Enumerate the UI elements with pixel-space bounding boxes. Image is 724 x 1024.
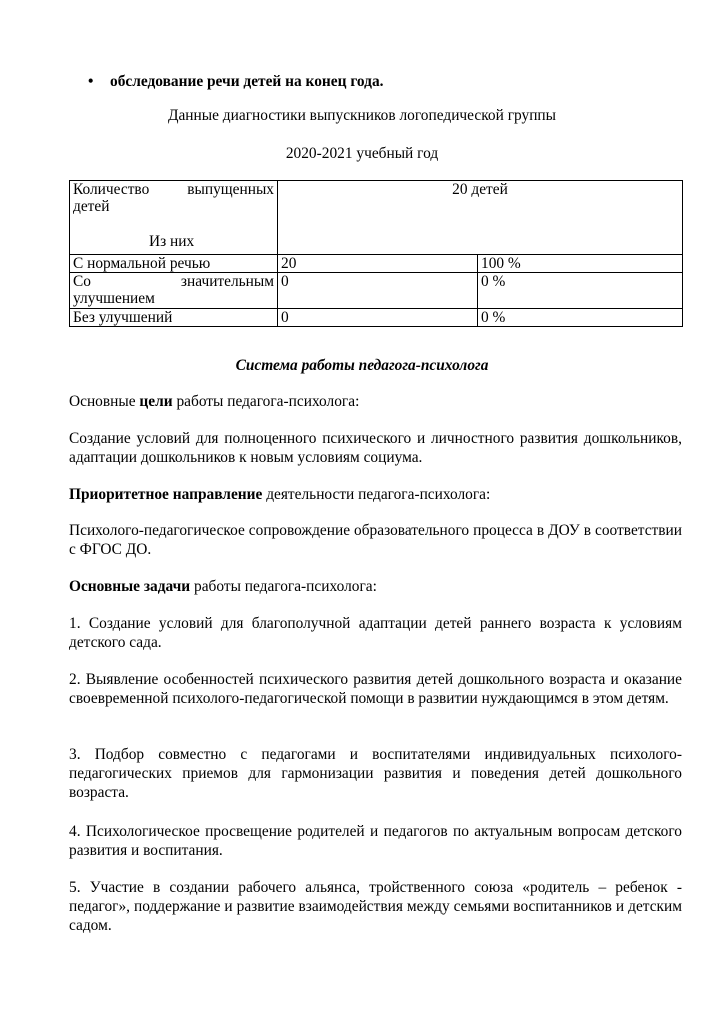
task-item-1: 1. Создание условий для благополучной адаптации детей раннего возраста к условиям детского сада. [69,615,682,651]
priority-bold: Приоритетное направление [69,486,263,503]
table-cell-label: Без улучшений [70,309,278,327]
table-header-value: 20 детей [278,181,683,255]
priority-heading [69,486,682,504]
table-header-label [70,181,278,255]
caption-line-1: Данные диагностики выпускников логопедической группы [167,107,557,124]
row-label-line-2: улучшением [73,290,155,307]
table-cell-label [70,273,278,309]
goals-heading [69,393,682,411]
table-row [70,273,683,309]
table-cell-percent: 100 % [478,255,683,273]
header-label-line-2: детей [73,198,110,215]
tasks-suffix: работы педагога-психолога: [190,578,377,595]
bullet-text: обследование речи детей на конец года. [110,73,384,90]
goals-bold: цели [139,393,173,410]
table-row [70,255,683,273]
task-item-2: 2. Выявление особенностей психического развития детей дошкольного возраста и оказание своевременной психолого-педагогической помощи в развитии нуждающимся в этом детям. [69,671,682,707]
tasks-bold: Основные задачи [69,578,191,595]
header-label-line-3: Из них [149,233,195,250]
table-cell-percent: 0 % [478,273,683,309]
task-item-4: 4. Психологическое просвещение родителей и педагогов по актуальным вопросам детского развития и воспитания. [69,823,682,859]
goals-suffix: работы педагога-психолога: [172,393,360,410]
table-cell-percent: 0 % [478,309,683,327]
goals-prefix: Основные [69,393,140,410]
caption-line-2: 2020-2021 учебный год [285,145,439,162]
header-label-line-1: Количество выпущенных [73,181,274,198]
bullet-dot-icon: • [88,73,94,90]
diagnostics-table [69,180,683,327]
table-cell-count: 0 [278,273,478,309]
task-item-5: 5. Участие в создании рабочего альянса, тройственного союза «родитель – ребенок - педагог», поддержание и развитие взаимодействия между семьями воспитанников и детским садом. [69,879,682,934]
goals-paragraph: Создание условий для полноценного психического и личностного развития дошкольников, адаптации дошкольников к новым условиям социума. [69,430,682,466]
table-cell-label: С нормальной речью [70,255,278,273]
row-label-line-1: Со значительным [73,273,274,290]
table-cell-count: 0 [278,309,478,327]
table-header-row [70,181,683,255]
section-title: Система работы педагога-психолога [235,357,489,374]
task-item-3: 3. Подбор совместно с педагогами и воспитателями индивидуальных психолого-педагогических приемов для гармонизации развития и поведения детей дошкольного возраста. [69,746,682,801]
priority-suffix: деятельности педагога-психолога: [262,486,491,503]
priority-paragraph: Психолого-педагогическое сопровождение образовательного процесса в ДОУ в соответствии с ФГОС ДО. [69,522,682,558]
table-cell-count: 20 [278,255,478,273]
tasks-heading [69,578,682,596]
table-row [70,309,683,327]
